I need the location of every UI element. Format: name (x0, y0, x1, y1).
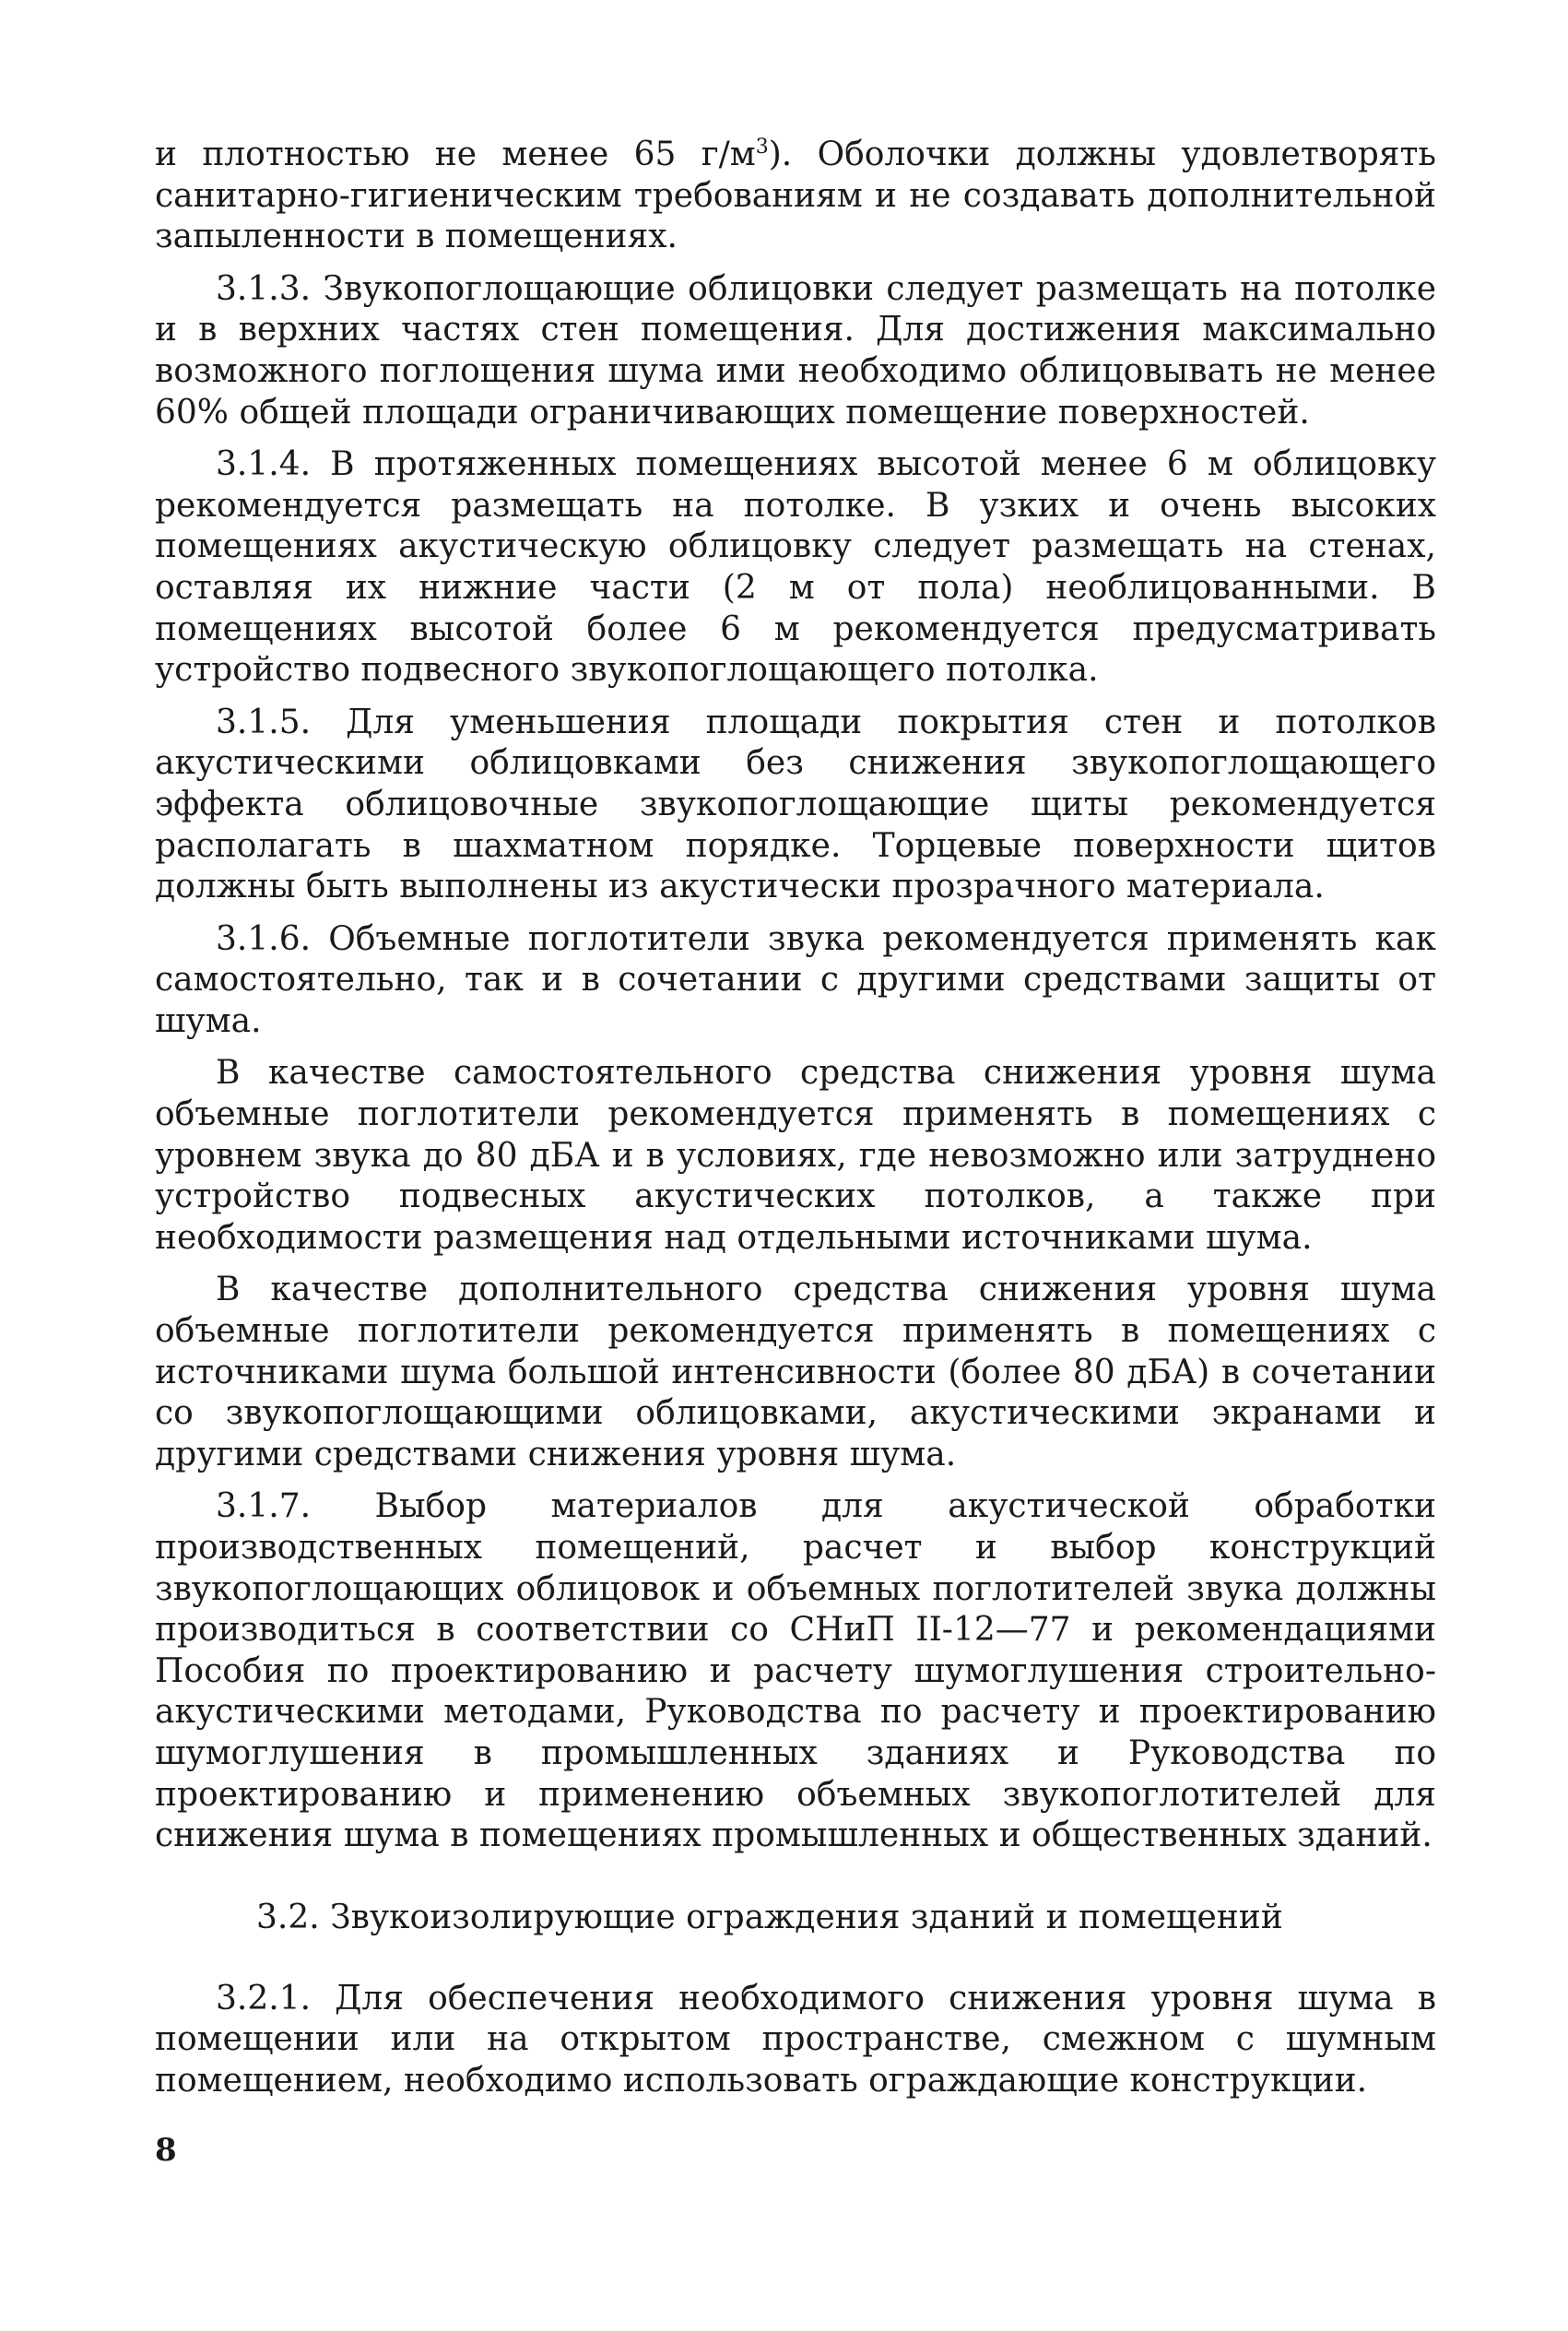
paragraph-3-1-4: 3.1.4. В протяженных помещениях высотой менее 6 м облицовку рекомендуется размещать на потолке. В узких и очень высоких помещениях акустическую облицовку следует размещать на стенах, оставляя их нижние части (2 м от пола) необлицованными. В помещениях высотой более 6 м рекомендуется предусматривать устройство подвесного звукопоглощающего потолка. (155, 445, 1436, 690)
page-number: 8 (155, 2132, 177, 2169)
continuation-text-end: ). Оболочки должны удовлетворять санитарно-гигиеническим требованиям и не создавать дополнительной запыленности в помещениях. (155, 136, 1436, 256)
paragraph-continuation (155, 135, 1436, 258)
paragraph-3-2-1: 3.2.1. Для обеспечения необходимого снижения уровня шума в помещении или на открытом пространстве, смежном с шумным помещением, необходимо использовать ограждающие конструкции. (155, 1979, 1436, 2100)
section-heading-3-2: 3.2. Звукоизолирующие ограждения зданий и помещений (256, 1898, 1283, 1936)
paragraph-3-1-3: 3.1.3. Звукопоглощающие облицовки следует размещать на потолке и в верхних частях стен помещения. Для достижения максимально возможного поглощения шума ими необходимо облицовывать не менее 60% общей площади ограничивающих помещение поверхностей. (155, 269, 1436, 432)
paragraph-standalone-absorbers: В качестве самостоятельного средства снижения уровня шума объемные поглотители рекомендуется применять в помещениях с уровнем звука до 80 дБА и в условиях, где невозможно или затруднено устройство подвесных акустических потолков, а также при необходимости размещения над отдельными источниками шума. (155, 1054, 1436, 1257)
paragraph-3-1-6: 3.1.6. Объемные поглотители звука рекомендуется применять как самостоятельно, так и в сочетании с другими средствами защиты от шума. (155, 919, 1436, 1040)
superscript-3: 3 (755, 136, 769, 159)
paragraph-additional-absorbers: В качестве дополнительного средства снижения уровня шума объемные поглотители рекомендуется применять в помещениях с источниками шума большой интенсивности (более 80 дБА) в сочетании со звукопоглощающими облицовками, акустическими экранами и другими средствами снижения уровня шума. (155, 1271, 1436, 1473)
continuation-text-start: и плотностью не менее 65 г/м (155, 136, 756, 173)
document-page (155, 135, 1436, 2113)
paragraph-3-1-7: 3.1.7. Выбор материалов для акустической обработки производственных помещений, расчет и выбор конструкций звукопоглощающих облицовок и объемных поглотителей звука должны производиться в соответствии со СНиП II-12—77 и рекомендациями Пособия по проектированию и расчету шумоглушения строительно-акустическими методами, Руководства по расчету и проектированию шумоглушения в промышленных зданиях и Руководства по проектированию и применению объемных звукопоглотителей для снижения шума в помещениях промышленных и общественных зданий. (155, 1487, 1436, 1855)
paragraph-3-1-5: 3.1.5. Для уменьшения площади покрытия стен и потолков акустическими облицовками без снижения звукопоглощающего эффекта облицовочные звукопоглощающие щиты рекомендуется располагать в шахматном порядке. Торцевые поверхности щитов должны быть выполнены из акустически прозрачного материала. (155, 703, 1436, 906)
